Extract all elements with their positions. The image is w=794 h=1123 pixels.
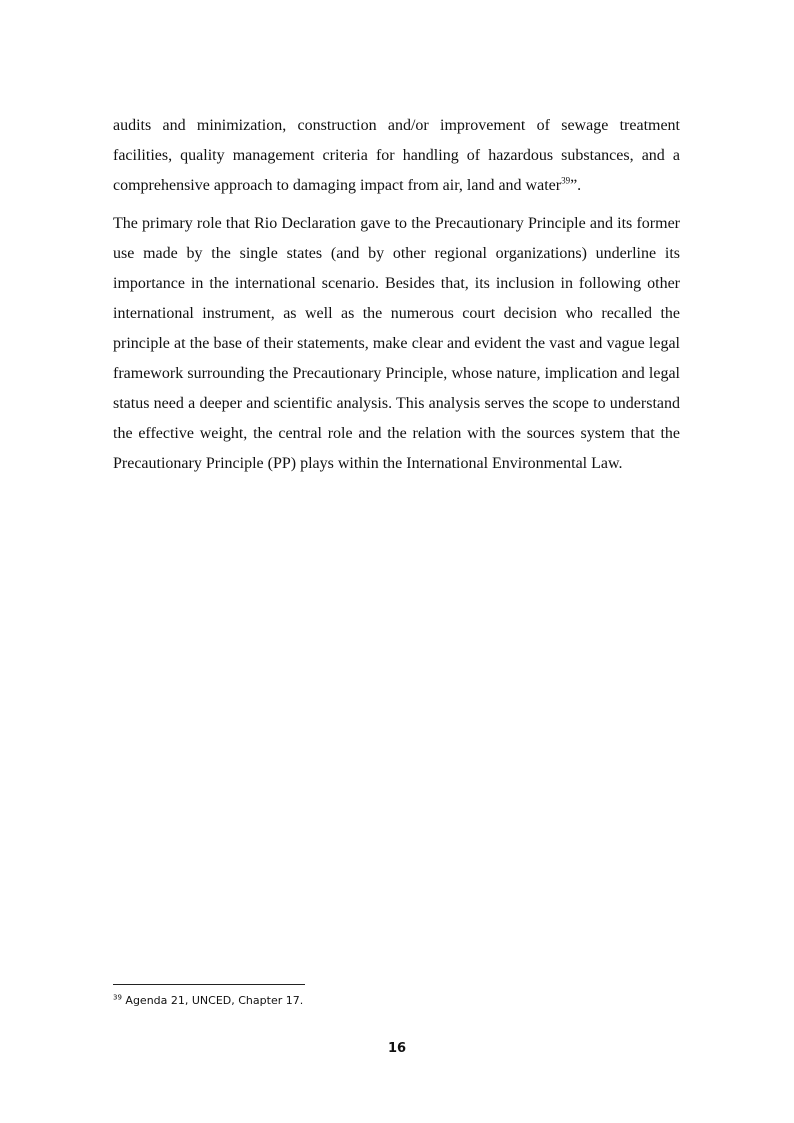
paragraph-1-closing: ”. bbox=[570, 177, 582, 194]
paragraph-1-text: audits and minimization, construction and/or improvement of sewage treatment facilities, quality management criteria for handling of hazardous substances, and a comprehensive approach to damaging impact from air, land and water bbox=[113, 117, 680, 194]
page-number: 16 bbox=[387, 1041, 407, 1056]
footnote-text: Agenda 21, UNCED, Chapter 17. bbox=[125, 994, 304, 1007]
paragraph-2: The primary role that Rio Declaration gave to the Precautionary Principle and its former use made by the single states (and by other regional organizations) underline its importance in the international scenario. Besides that, its inclusion in following other international instrument, as well as the numerous court decision who recalled the principle at the base of their statements, make clear and evident the vast and vague legal framework surrounding the Precautionary Principle, whose nature, implication and legal status need a deeper and scientific analysis. This analysis serves the scope to understand the effective weight, the central role and the relation with the sources system that the Precautionary Principle (PP) plays within the International Environmental Law. bbox=[113, 215, 680, 472]
paragraph-1 bbox=[113, 111, 680, 201]
body-text bbox=[113, 111, 680, 479]
footnote-reference[interactable]: 39 bbox=[561, 175, 571, 186]
footnote bbox=[113, 994, 673, 1008]
footnote-number: 39 bbox=[113, 993, 122, 1002]
footnote-separator bbox=[113, 984, 305, 985]
